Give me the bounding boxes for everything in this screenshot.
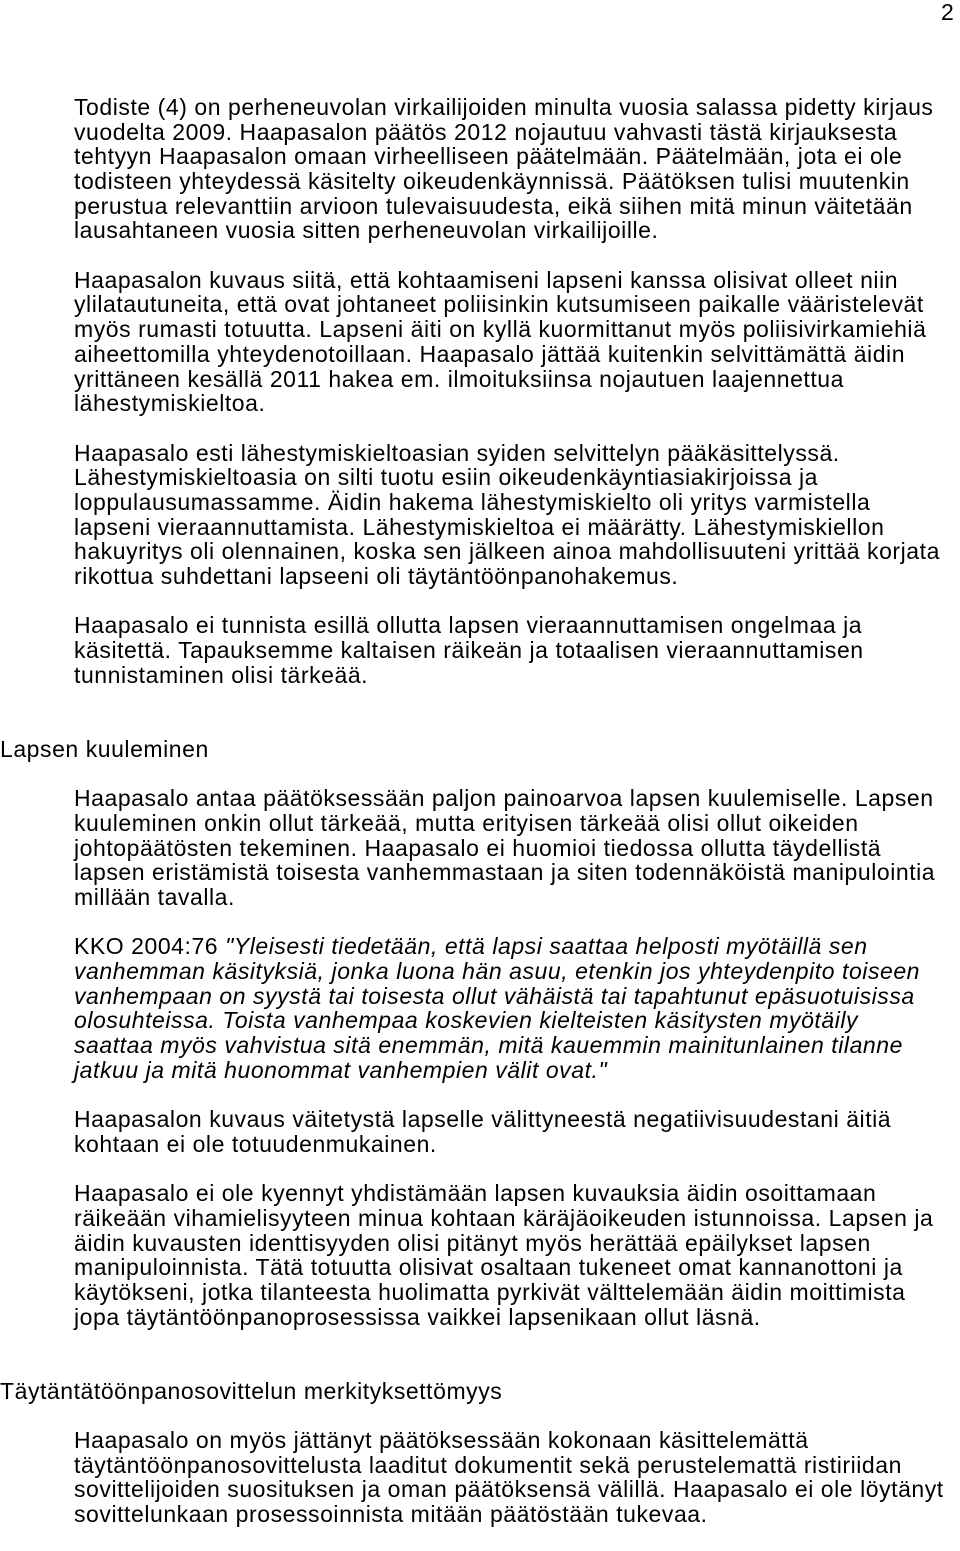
section-heading bbox=[0, 1379, 960, 1404]
section bbox=[0, 1379, 960, 1527]
text-line: kohtaan ei ole totuudenmukainen. bbox=[74, 1130, 437, 1157]
text-line: Haapasalon kuvaus siitä, että kohtaamiseni lapseni kanssa olisivat olleet niin bbox=[74, 266, 899, 293]
text-line: räikeään vihamielisyyteen minua kohtaan käräjäoikeuden istunnoissa. Lapsen ja bbox=[74, 1204, 934, 1231]
text-line: hakuyritys oli olennainen, koska sen jälkeen ainoa mahdollisuuteni yrittää korjata bbox=[74, 538, 940, 565]
text-line: vuodelta 2009. Haapasalon päätös 2012 nojautuu vahvasti tästä kirjauksesta bbox=[74, 118, 898, 145]
quote-line: vanhempaan on syystä tai toisesta ollut vähäistä tai tapahtunut epäsuotuisissa bbox=[74, 982, 915, 1009]
quote-line: saattaa myös vahvistua sitä enemmän, mitä kauemmin mainitunlainen tilanne bbox=[74, 1032, 903, 1059]
text-line: Haapasalo antaa päätöksessään paljon painoarvoa lapsen kuulemiselle. Lapsen bbox=[74, 785, 934, 812]
quote-line: jatkuu ja mitä huonommat vanhempien välit ovat." bbox=[74, 1056, 608, 1083]
text-line: jopa täytäntöönpanoprosessissa vaikkei lapsenikaan ollut läsnä. bbox=[74, 1303, 761, 1330]
text-line: lapseni vieraannuttamista. Lähestymiskieltoa ei määrätty. Lähestymiskiellon bbox=[74, 513, 885, 540]
text-line: käsitettä. Tapauksemme kaltaisen räikeän ja totaalisen vieraannuttamisen bbox=[74, 637, 864, 664]
text-line: lausahtaneen vuosia sitten perheneuvolan virkailijoille. bbox=[74, 217, 659, 244]
text-line: sovittelunkaan prosessoinnista mitään päätöstään tukevaa. bbox=[74, 1501, 708, 1528]
text-line: lapsen eristämistä toisesta vanhemmastaan ja siten todennäköistä manipulointia bbox=[74, 859, 936, 886]
text-line: perustua relevanttiin arvioon tulevaisuudesta, eikä siihen mitä minun väitetään bbox=[74, 192, 913, 219]
section bbox=[0, 737, 960, 1329]
paragraph bbox=[74, 1107, 960, 1156]
text-line: manipuloinnista. Tätä totuutta olisivat osaltaan tukeneet omat kannanottoni ja bbox=[74, 1254, 903, 1281]
text-line: johtopäätösten tekeminen. Haapasalo ei huomioi tiedossa ollutta täydellistä bbox=[74, 834, 882, 861]
section bbox=[0, 95, 960, 687]
text-line: yrittäneen kesällä 2011 hakea em. ilmoituksiinsa nojautuen laajennettua bbox=[74, 365, 844, 392]
text-line: sovittelijoiden suosituksen ja oman päätöksensä välillä. Haapasalo ei ole löytänyt bbox=[74, 1476, 944, 1503]
document-body bbox=[0, 95, 960, 1551]
section-heading bbox=[0, 737, 960, 762]
text-line: Haapasalon kuvaus väitetystä lapselle välittyneestä negatiivisuudestani äitiä bbox=[74, 1106, 892, 1133]
text-line: tunnistaminen olisi tärkeää. bbox=[74, 661, 369, 688]
text-line: myös rumasti totuutta. Lapseni äiti on kyllä kuormittanut myös poliisivirkamiehiä bbox=[74, 316, 927, 343]
text-line: millään tavalla. bbox=[74, 883, 235, 910]
paragraph bbox=[74, 441, 960, 589]
text-line: täytäntöönpanosovittelusta laaditut dokumentit sekä perustelemattä ristiriidan bbox=[74, 1451, 902, 1478]
quote-line: vanhemman käsityksiä, jonka luona hän asuu, etenkin jos yhteydenpito toiseen bbox=[74, 957, 921, 984]
paragraph bbox=[74, 786, 960, 909]
quote-line: olosuhteissa. Toista vanhempaa koskevien kielteisten käsitysten myötäily bbox=[74, 1007, 859, 1034]
page-number: 2 bbox=[941, 0, 955, 25]
text-line: kuuleminen onkin ollut tärkeää, mutta erityisen tärkeää olisi ollut oikeiden bbox=[74, 809, 859, 836]
paragraph bbox=[74, 95, 960, 243]
quotation-paragraph bbox=[74, 934, 960, 1082]
paragraph bbox=[74, 1428, 960, 1527]
text-line: käytökseni, jotka tilanteesta huolimatta pyrkivät välttelemään äidin moittimista bbox=[74, 1278, 906, 1305]
case-citation: KKO 2004:76 bbox=[74, 933, 219, 960]
text-line: todisteen yhteydessä käsitelty oikeudenkäynnissä. Päätöksen tulisi muutenkin bbox=[74, 168, 910, 195]
text-line: aiheettomilla yhteydenotoillaan. Haapasalo jättää kuitenkin selvittämättä äidin bbox=[74, 340, 906, 367]
text-line: äidin kuvausten identtisyyden olisi pitänyt myös herättää epäilykset lapsen bbox=[74, 1229, 871, 1256]
text-line: lähestymiskieltoa. bbox=[74, 390, 266, 417]
paragraph bbox=[74, 613, 960, 687]
section-heading-text: Lapsen kuuleminen bbox=[0, 735, 209, 762]
paragraph bbox=[74, 268, 960, 416]
text-line bbox=[74, 934, 868, 959]
text-line: Haapasalo on myös jättänyt päätöksessään kokonaan käsittelemättä bbox=[74, 1426, 809, 1453]
text-line: rikottua suhdettani lapseeni oli täytäntöönpanohakemus. bbox=[74, 563, 679, 590]
section-heading-text: Täytäntätöönpanosovittelun merkityksettömyys bbox=[0, 1377, 503, 1404]
text-line: Haapasalo ei ole kyennyt yhdistämään lapsen kuvauksia äidin osoittamaan bbox=[74, 1180, 877, 1207]
paragraph bbox=[74, 1181, 960, 1329]
text-line: Todiste (4) on perheneuvolan virkailijoiden minulta vuosia salassa pidetty kirjaus bbox=[74, 94, 934, 120]
quote-text: "Yleisesti tiedetään, että lapsi saattaa helposti myötäillä sen bbox=[225, 933, 868, 960]
text-line: loppulausumassamme. Äidin hakema lähestymiskielto oli yritys varmistella bbox=[74, 488, 871, 515]
text-line: Haapasalo esti lähestymiskieltoasian syiden selvittelyn pääkäsittelyssä. bbox=[74, 439, 840, 466]
text-line: Lähestymiskieltoasia on silti tuotu esiin oikeudenkäyntiasiakirjoissa ja bbox=[74, 464, 819, 491]
text-line: Haapasalo ei tunnista esillä ollutta lapsen vieraannuttamisen ongelmaa ja bbox=[74, 612, 863, 639]
text-line: tehtyyn Haapasalon omaan virheelliseen päätelmään. Päätelmään, jota ei ole bbox=[74, 143, 903, 170]
text-line: ylilatautuneita, että ovat johtaneet poliisinkin kutsumiseen paikalle vääristelevät bbox=[74, 291, 924, 318]
